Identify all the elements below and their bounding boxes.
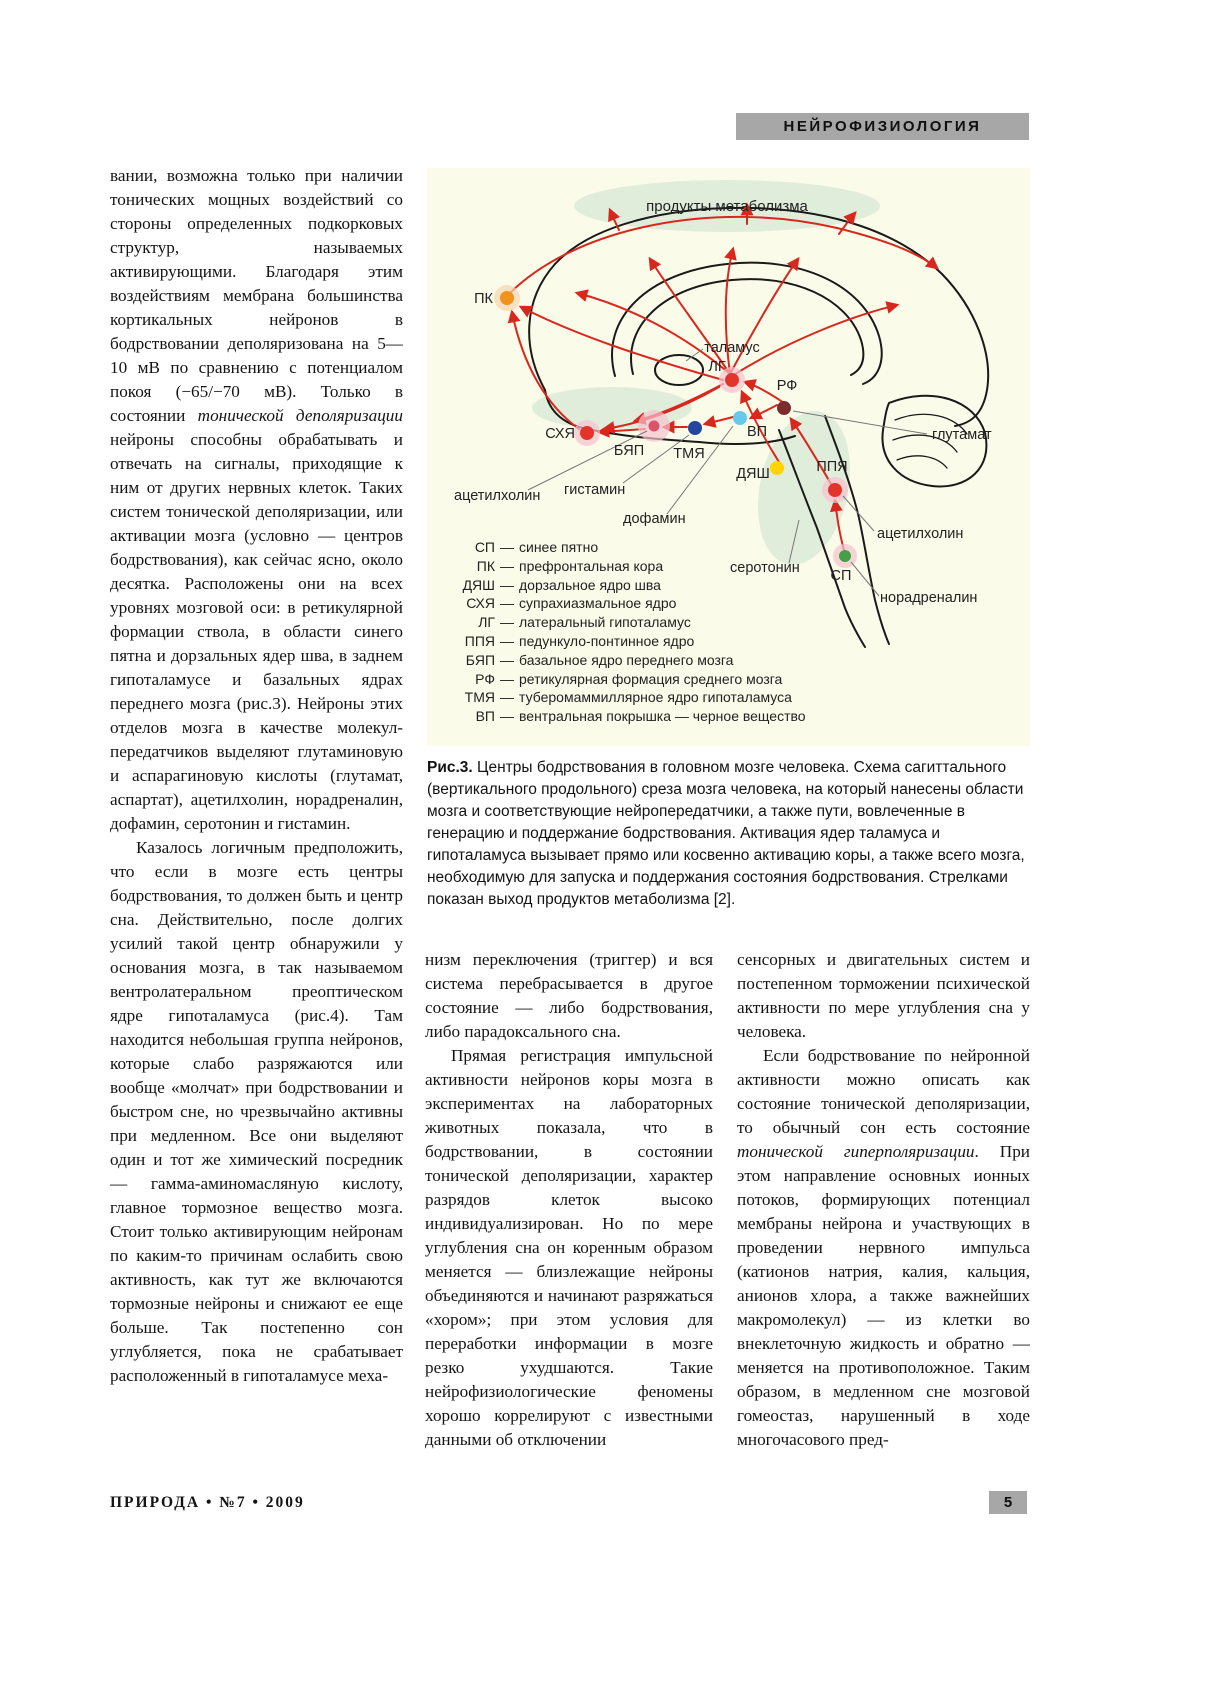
legend-definition: ретикулярная формация среднего мозга — [519, 670, 783, 687]
paragraph: сенсорных и двигательных систем и постепенном торможении психической активности по мере углубления сна у человека. — [737, 950, 1030, 1041]
legend-separator: — — [500, 595, 514, 612]
legend-definition: супрахиазмальное ядро — [519, 595, 677, 612]
paragraph: Если бодрствование по нейронной активности можно описать как состояние тонической деполяризации, то обычный сон есть состояние тонической гиперполяризации. При этом направление основных ионных потоков, формирующих потенциал мембраны нейрона и участвующих в проведении нервного импульса (катионов натрия, калия, кальция, анионов хлора, а также важнейших макромолекул) — из клетки во внеклеточную жидкость и обратно — меняется на противоположное. Таким образом, в медленном сне мозговой гомеостаз, нарушенный в ходе многочасового пред- — [737, 1046, 1030, 1449]
legend-abbr: ПК — [476, 557, 495, 574]
acetylcholine-right-label: ацетилхолин — [877, 526, 964, 542]
lg-label: ЛГ — [708, 359, 726, 375]
highlighted-regions — [532, 180, 880, 573]
legend-separator: — — [500, 557, 514, 574]
figure-caption: Рис.3. Центры бодрствования в головном мозге человека. Схема сагиттального (вертикального продольного) среза мозга человека, на который нанесены области мозга и соответствующие нейропередатчики, а также пути, вовлеченные в генерацию и поддержание бодрствования. Активация ядер таламуса и гипоталамуса вызывает прямо или косвенно активацию коры, а также всего мозга, необходимую для запуска и поддержания состояния бодрствования. Стрелками показан выход продуктов метаболизма [2]. — [427, 759, 1025, 908]
metabolism-label: продукты метаболизма — [646, 198, 808, 215]
legend-definition: педункуло-понтинное ядро — [519, 632, 695, 649]
middle-text-column — [425, 948, 713, 1452]
acetylcholine-left-label: ацетилхолин — [454, 488, 541, 504]
legend-item — [447, 688, 806, 707]
legend-separator: — — [500, 651, 514, 668]
legend-item — [447, 613, 806, 632]
paragraph: вании, возможна только при наличии тонических мощных воздействий со стороны определенных подкорковых структур, называемых активирующими. Благодаря этим воздействиям мембрана большинства кортикальных нейронов в бодрствовании деполяризована на 5—10 мВ по сравнению с потенциалом покоя (−65/−70 мВ). Только в состоянии тонической деполяризации нейроны способны обрабатывать и отвечать на сигналы, приходящие к ним от других нервных клеток. Таких систем тонической деполяризации, или активации мозга (условно — центров бодрствования), как сейчас ясно, около десятка. Расположены они на всех уровнях мозговой оси: в ретикулярной формации ствола, в области синего пятна и дорзальных ядер шва, в заднем гипоталамусе и базальных ядрах переднего мозга (рис.3). Нейроны этих отделов мозга в качестве молекул-передатчиков выделяют глутаминовую и аспарагиновую кислоты (глутамат, аспартат), ацетилхолин, норадреналин, дофамин, серотонин и гистамин. — [110, 166, 403, 833]
legend-definition: дорзальное ядро шва — [519, 576, 661, 593]
legend-item — [447, 707, 806, 726]
figure-legend — [447, 538, 806, 726]
legend-separator: — — [500, 708, 514, 725]
legend-separator: — — [500, 539, 514, 555]
legend-abbr: БЯП — [465, 651, 495, 668]
thalamus-label: таламус — [704, 340, 760, 356]
thalamus-shape — [655, 355, 703, 385]
legend-item — [447, 557, 806, 576]
pk-node — [500, 291, 514, 305]
sp-node — [839, 550, 851, 562]
lg-node — [725, 373, 739, 387]
noradrenaline-label: норадреналин — [880, 590, 978, 606]
ppya-node — [828, 483, 842, 497]
vp-node — [733, 411, 747, 425]
legend-item — [447, 594, 806, 613]
section-title: НЕЙРОФИЗИОЛОГИЯ — [783, 118, 982, 135]
sp-label: СП — [830, 568, 852, 584]
figure-3-brain-diagram — [427, 168, 1030, 746]
dyash-node — [770, 461, 784, 475]
legend-abbr: ППЯ — [464, 632, 495, 649]
legend-definition: базальное ядро переднего мозга — [519, 651, 734, 668]
paragraph: низм переключения (триггер) и вся система перебрасывается в другое состояние — либо бодрствования, либо парадоксального сна. — [425, 950, 713, 1041]
legend-definition: вентральная покрышка — черное вещество — [519, 708, 806, 725]
rf-node — [777, 401, 791, 415]
glutamate-label: глутамат — [932, 427, 992, 443]
legend-definition: синее пятно — [519, 539, 599, 555]
legend-separator: — — [500, 632, 514, 649]
legend-separator: — — [500, 576, 514, 593]
legend-separator: — — [500, 670, 514, 687]
legend-abbr: СП — [474, 539, 495, 555]
legend-definition: префронтальная кора — [519, 557, 664, 574]
byap-node — [649, 421, 660, 432]
legend-abbr: РФ — [475, 670, 495, 687]
tmya-node — [688, 421, 702, 435]
legend-abbr: ЛГ — [478, 614, 495, 631]
legend-item — [447, 632, 806, 651]
left-text-column — [110, 164, 403, 1388]
section-header-bar — [736, 113, 1029, 140]
legend-item — [447, 576, 806, 595]
shya-label: СХЯ — [545, 426, 575, 442]
histamine-label: гистамин — [564, 482, 626, 498]
legend-definition: латеральный гипоталамус — [519, 614, 691, 631]
page-number-box — [989, 1491, 1027, 1514]
paragraph: Прямая регистрация импульсной активности нейронов коры мозга в экспериментах на лабораторных животных показала, что в бодрствовании, в состоянии тонической деполяризации, характер разрядов клеток высоко индивидуализирован. Но по мере углубления сна он коренным образом меняется — близлежащие нейроны объединяются и начинают разряжаться «хором»; при этом условия для переработки информации в мозге резко ухудшаются. Такие нейрофизиологические феномены хорошо коррелируют с известными данными об отключении — [425, 1046, 713, 1449]
legend-abbr: ТМЯ — [464, 689, 495, 706]
legend-abbr: ВП — [475, 708, 495, 725]
byap-label: БЯП — [613, 443, 645, 459]
legend-definition: туберомаммиллярное ядро гипоталамуса — [519, 689, 792, 706]
legend-abbr: СХЯ — [466, 595, 495, 612]
ppya-label: ППЯ — [816, 459, 848, 475]
rf-label: РФ — [776, 378, 798, 394]
shya-node — [580, 426, 594, 440]
paragraph: Казалось логичным предположить, что если в мозге есть центры бодрствования, то должен быть и центр сна. Действительно, после долгих усилий такой центр обнаружили у основания мозга, в так называемом вентролатеральном преоптическом ядре гипоталамуса (рис.4). Там находится небольшая группа нейронов, которые слабо разряжаются или вообще «молчат» при бодрствовании и быстром сне, но чрезвычайно активны при медленном. Все они выделяют один и тот же химический посредник — гамма-аминомасляную кислоту, главное тормозное вещество мозга. Стоит только активирующим нейронам по каким-то причинам ослабить свою активность, как тут же включаются тормозные нейроны и снижают ее еще больше. Так постепенно сон углубляется, пока не срабатывает расположенный в гипоталамусе меха- — [110, 838, 403, 1385]
right-text-column — [737, 948, 1030, 1452]
page-number: 5 — [1003, 1494, 1013, 1511]
legend-item — [447, 538, 806, 557]
tmya-label: ТМЯ — [673, 446, 705, 462]
legend-separator: — — [500, 689, 514, 706]
journal-footer: ПРИРОДА • №7 • 2009 — [110, 1494, 305, 1511]
legend-abbr: ДЯШ — [462, 576, 495, 593]
legend-separator: — — [500, 614, 514, 631]
serotonin-label: серотонин — [730, 560, 800, 576]
pk-label: ПК — [474, 291, 493, 307]
vp-label: ВП — [746, 424, 768, 440]
dopamine-label: дофамин — [623, 511, 686, 527]
dyash-label: ДЯШ — [736, 466, 770, 482]
legend-item — [447, 670, 806, 689]
legend-item — [447, 651, 806, 670]
